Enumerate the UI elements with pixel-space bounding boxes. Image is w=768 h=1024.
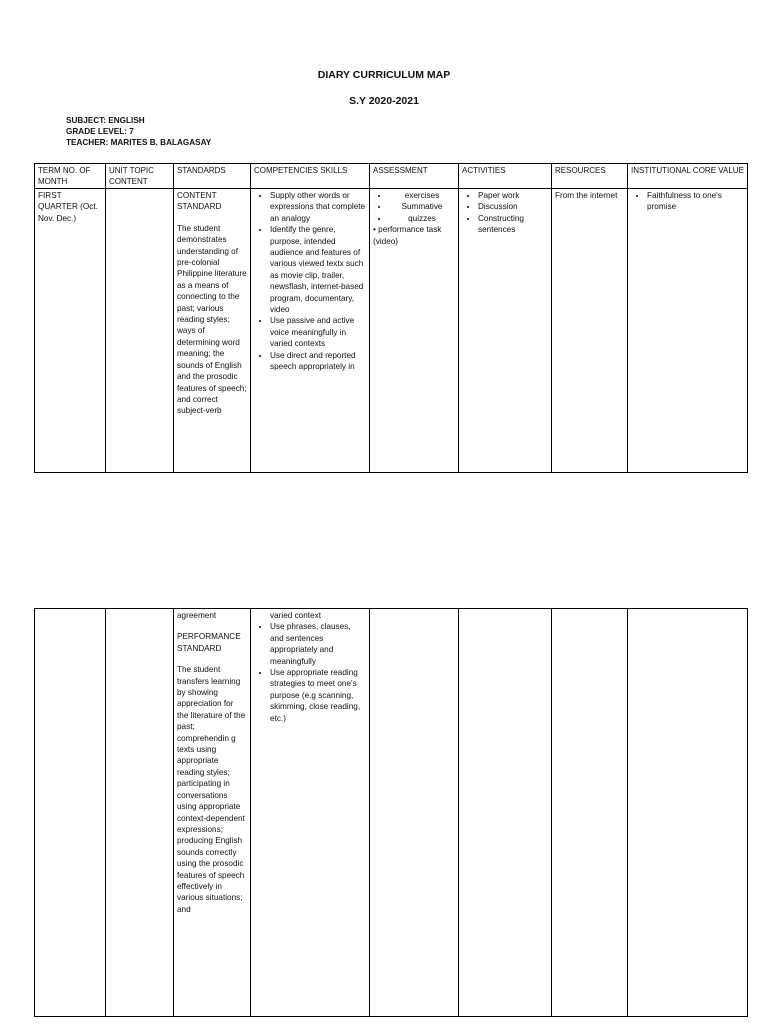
header-row [35,164,748,189]
header-term: TERM NO. OF MONTH [35,164,106,189]
list-item: • Use direct and reported speech appropriately in [270,350,366,373]
list-item: • exercises [389,190,455,201]
list-item: • Summative [389,201,455,212]
school-year: S.Y 2020-2021 [349,95,419,107]
competencies-continued: varied context [270,611,321,620]
header-unit: UNIT TOPIC CONTENT [106,164,174,189]
core-value-cell [628,609,748,1017]
core-value-cell [628,189,748,473]
resources-cell: From the internet [552,189,628,473]
term-cell: FIRST QUARTER (Oct. Nov. Dec.) [35,189,106,473]
document-title: DIARY CURRICULUM MAP [317,69,451,81]
performance-standard-heading: PERFORMANCE STANDARD [177,632,241,653]
header-activities: ACTIVITIES [459,164,552,189]
standards-cell [174,189,251,473]
competencies-list [254,621,366,724]
competencies-cell [251,609,370,1017]
curriculum-table-page1 [34,163,748,473]
subject-line: SUBJECT: ENGLISH [66,116,145,125]
assessment-list [373,190,455,224]
list-item: • quizzes [389,213,455,224]
header-core-value: INSTITUTIONAL CORE VALUE [628,164,748,189]
standards-cell [174,609,251,1017]
assessment-extra: • performance task (video) [373,225,442,246]
list-item: • Faithfulness to one's promise [647,190,744,213]
activities-list [462,190,548,236]
table-row [35,189,748,473]
competencies-cell [251,189,370,473]
header-assessment: ASSESSMENT [370,164,459,189]
activities-cell [459,609,552,1017]
curriculum-table-page2 [34,608,748,1017]
list-item: • Use passive and active voice meaningfully in varied contexts [270,315,366,349]
list-item: • Paper work [478,190,548,201]
unit-cell [106,189,174,473]
competencies-list [254,190,366,373]
content-standard-heading: CONTENT STANDARD [177,191,222,212]
activities-cell [459,189,552,473]
list-item: • Constructing sentences [478,213,548,236]
performance-standard-text: The student transfers learning by showing appreciation for the literature of the past; comprehendin g texts using appropriate reading styles; participating in conversations using appropriate context-dependent expressions; producing English sounds correctly using the prosodic features of speech effectively in various situations; and [177,665,246,914]
teacher-line: TEACHER: MARITES B. BALAGASAY [66,138,212,147]
unit-cell [106,609,174,1017]
term-cell [35,609,106,1017]
core-value-list [631,190,744,213]
list-item: • Use phrases, clauses, and sentences appropriately and meaningfully [270,621,366,667]
resources-cell [552,609,628,1017]
list-item: • Discussion [478,201,548,212]
header-resources: RESOURCES [552,164,628,189]
assessment-cell [370,189,459,473]
content-standard-continued: agreement [177,611,217,620]
table-row [35,609,748,1017]
list-item: • Supply other words or expressions that complete an analogy [270,190,366,224]
header-standards: STANDARDS [174,164,251,189]
list-item: • Use appropriate reading strategies to meet one's purpose (e.g scanning, skimming, close reading, etc.) [270,667,366,724]
assessment-cell [370,609,459,1017]
content-standard-text: The student demonstrates understanding of pre-colonial Philippine literature as a means of connecting to the past; various reading styles; ways of determining word meaning; the sounds of English and the prosodic features of speech; and correct subject-verb [177,223,247,416]
header-competencies: COMPETENCIES SKILLS [251,164,370,189]
list-item: • Identify the genre, purpose, intended audience and features of various viewed textx such as movie clip, trailer, newsflash, internet-based program, documentary, video [270,224,366,315]
grade-line: GRADE LEVEL: 7 [66,127,134,136]
